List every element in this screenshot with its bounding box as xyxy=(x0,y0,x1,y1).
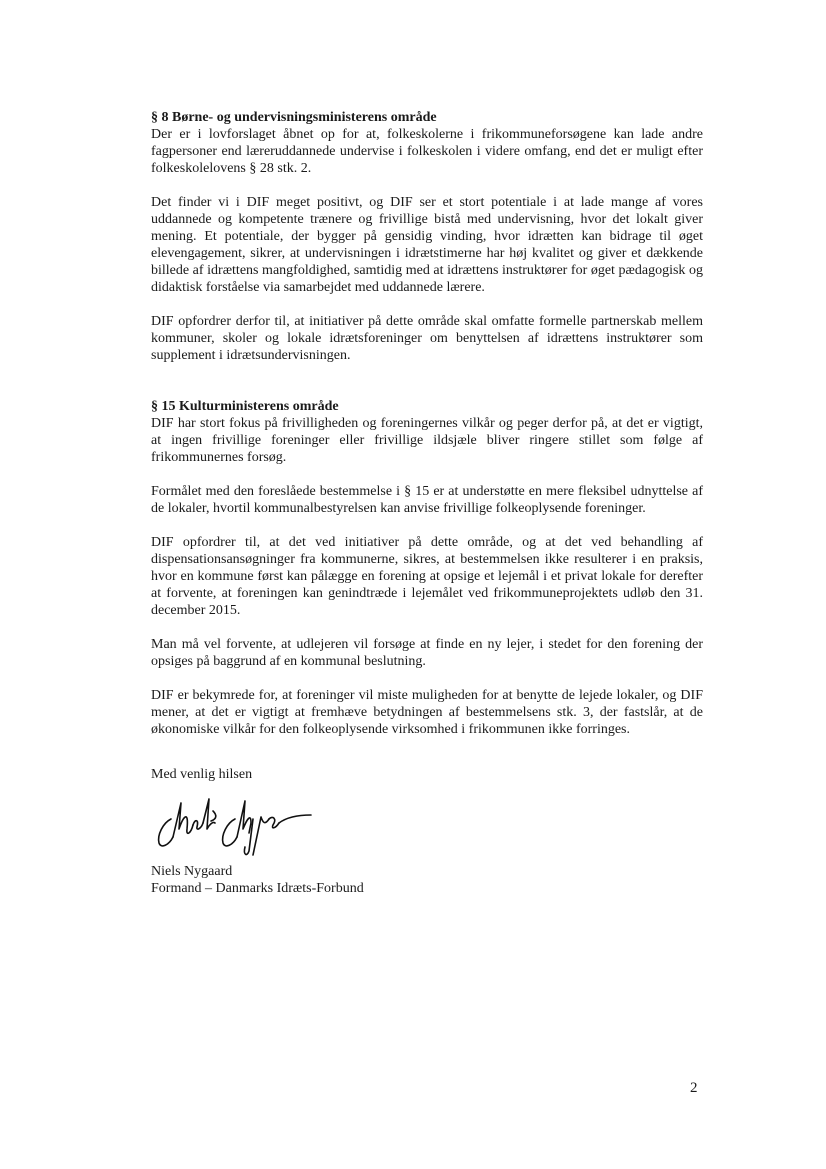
section-heading: § 8 Børne- og undervisningsministerens område xyxy=(151,110,437,125)
paragraph: Det finder vi i DIF meget positivt, og DIF ser et stort potentiale i at lade mange af vores uddannede og kompetente trænere og frivillige bistå med undervisning, hvor det lokalt giver mening. Et potentiale, der bygger på gensidig vinding, hvor idrætten kan bidrage til øget elevengagement, sikrer, at undervisningen i idrætstimerne har høj kvalitet og giver et dækkende billede af idrættens mangfoldighed, samtidig med at idrættens instruktører for øget pædagogisk og didaktisk forståelse via samarbejdet med uddannede lærere. xyxy=(151,195,703,295)
letter-body xyxy=(151,109,703,897)
paragraph: DIF opfordrer til, at det ved initiativer på dette område, og at det ved behandling af dispensationsansøgninger fra kommunerne, sikres, at bestemmelsen ikke resulterer i en praksis, hvor en kommune først kan pålægge en forening at opsige et lejemål i et privat lokale for derefter at forvente, at foreningen kan genindtræde i lejemålet ved frikommuneprojektets udløb den 31. december 2015. xyxy=(151,535,703,618)
signer-name: Niels Nygaard xyxy=(151,864,233,879)
section-15 xyxy=(151,398,703,738)
section-heading: § 15 Kulturministerens område xyxy=(151,399,339,414)
section-8 xyxy=(151,109,703,364)
handwritten-signature xyxy=(149,789,319,859)
page-number: 2 xyxy=(690,1080,698,1096)
paragraph: DIF opfordrer derfor til, at initiativer på dette område skal omfatte formelle partnerskab mellem kommuner, skoler og lokale idrætsforeninger om benyttelsen af idrættens instruktører som supplement i idrætsundervisningen. xyxy=(151,314,703,363)
paragraph: DIF har stort fokus på frivilligheden og foreningernes vilkår og peger derfor på, at det er vigtigt, at ingen frivillige foreninger eller frivillige ildsjæle bliver ringere stillet som følge af frikommunernes forsøg. xyxy=(151,416,703,465)
closing-greeting: Med venlig hilsen xyxy=(151,767,253,782)
paragraph: DIF er bekymrede for, at foreninger vil miste muligheden for at benytte de lejede lokaler, og DIF mener, at det er vigtigt at fremhæve betydningen af bestemmelsens stk. 3, der fastslår, at de økonomiske vilkår for den folkeoplysende virksomhed i frikommunen ikke forringes. xyxy=(151,688,703,737)
paragraph: Man må vel forvente, at udlejeren vil forsøge at finde en ny lejer, i stedet for den forening der opsiges på baggrund af en kommunal beslutning. xyxy=(151,637,703,669)
paragraph: Formålet med den foreslåede bestemmelse i § 15 er at understøtte en mere fleksibel udnyttelse af de lokaler, hvortil kommunalbestyrelsen kan anvise frivillige folkeoplysende foreninger. xyxy=(151,484,703,516)
signer-title: Formand – Danmarks Idræts-Forbund xyxy=(151,881,364,896)
paragraph: Der er i lovforslaget åbnet op for at, folkeskolerne i frikommuneforsøgene kan lade andre fagpersoner end læreruddannede undervise i folkeskolen i videre omfang, end det er muligt efter folkeskolelovens § 28 stk. 2. xyxy=(151,127,703,176)
